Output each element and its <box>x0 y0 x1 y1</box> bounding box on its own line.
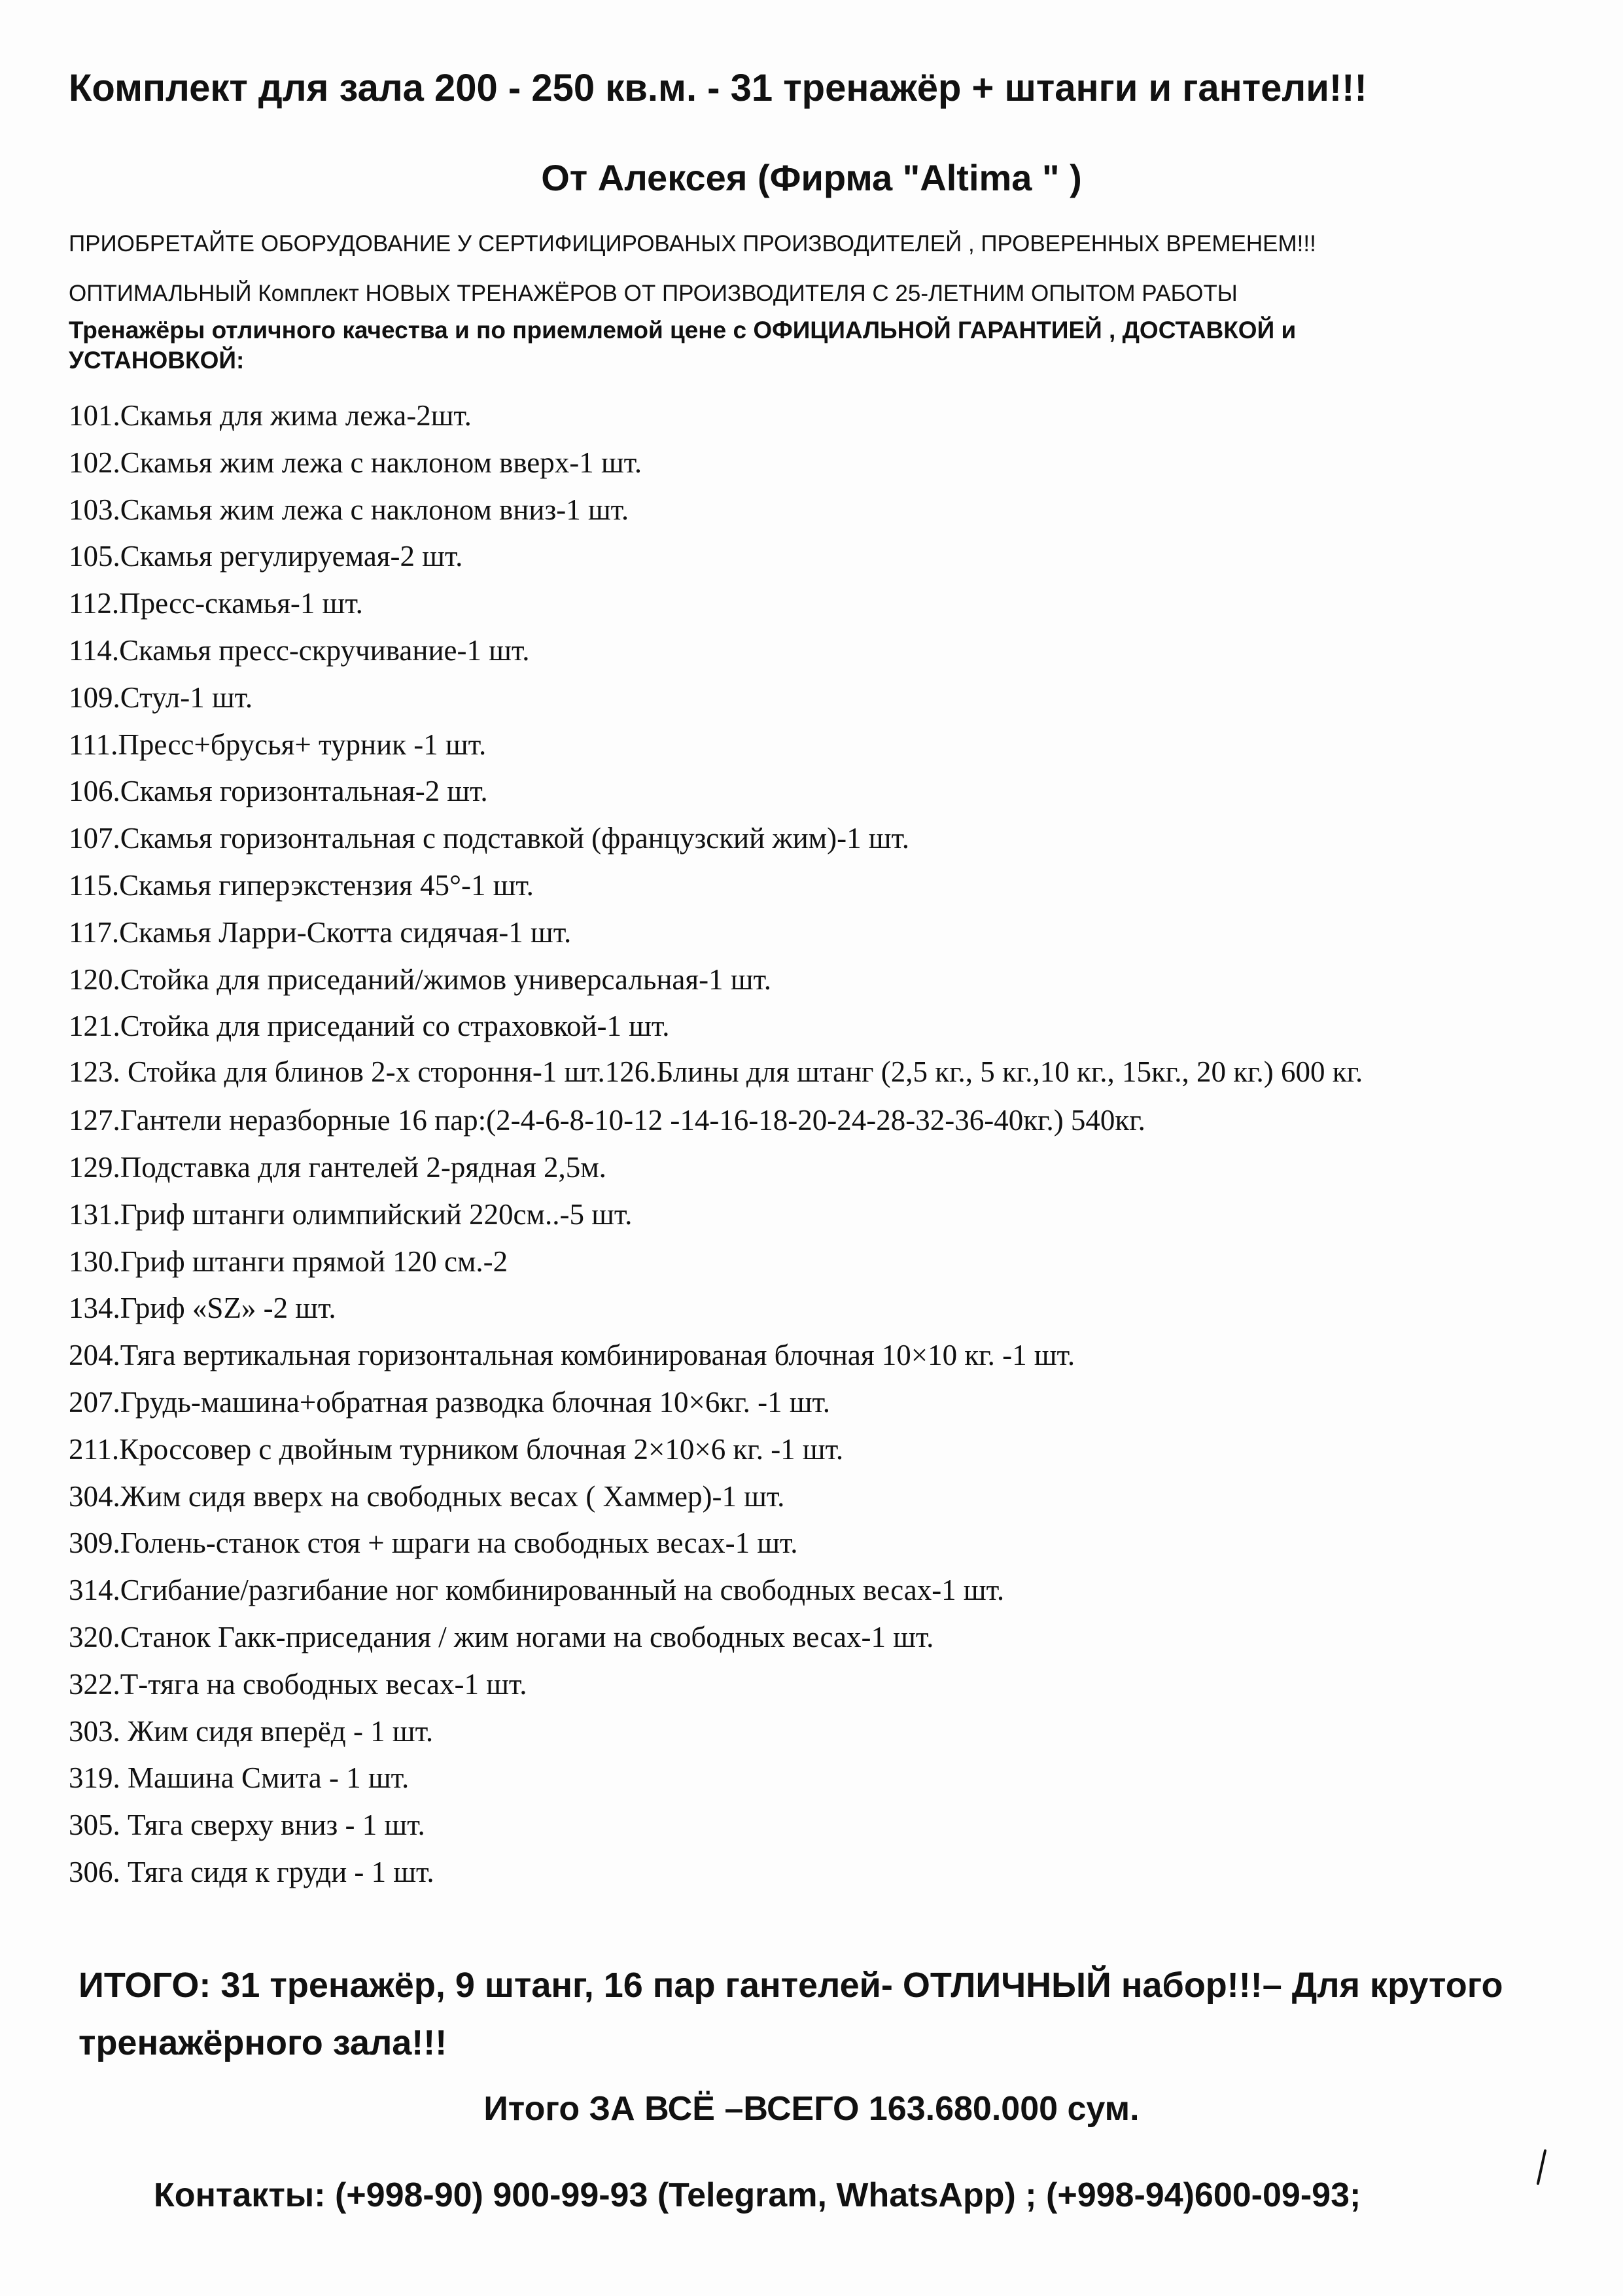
list-item: 107.Скамья горизонтальная с подставкой (французский жим)-1 шт. <box>69 822 910 855</box>
list-item: 112.Пресс-скамья-1 шт. <box>69 587 363 620</box>
list-item: 114.Скамья пресс-скручивание-1 шт. <box>69 633 530 667</box>
list-item: 130.Гриф штанги прямой 120 см.-2 <box>69 1245 508 1278</box>
list-item: 207.Грудь-машина+обратная разводка блочная 10×6кг. -1 шт. <box>69 1385 831 1419</box>
list-item: 101.Скамья для жима лежа-2шт. <box>69 399 472 432</box>
list-item: 121.Стойка для приседаний со страховкой-1 шт. <box>69 1010 670 1043</box>
list-item: 117.Скамья Ларри-Скотта сидячая-1 шт. <box>69 915 572 949</box>
list-item: 127.Гантели неразборные 16 пар:(2-4-6-8-10-12 -14-16-18-20-24-28-32-36-40кг.) 540кг. <box>69 1104 1145 1137</box>
list-item: 103.Скамья жим лежа с наклоном вниз-1 шт. <box>69 493 629 526</box>
list-item: 111.Пресс+брусья+ турник -1 шт. <box>69 728 487 761</box>
list-item: 322.Т-тяга на свободных весах-1 шт. <box>69 1667 527 1701</box>
list-item: 105.Скамья регулируемая-2 шт. <box>69 540 463 573</box>
intro-text: Тренажёры отличного качества и по приемлемой цене с ОФИЦИАЛЬНОЙ ГАРАНТИЕЙ , ДОСТАВКОЙ и УСТАНОВКОЙ: <box>69 317 1297 374</box>
notice-line: ПРИОБРЕТАЙТЕ ОБОРУДОВАНИЕ У СЕРТИФИЦИРОВАНЫХ ПРОИЗВОДИТЕЛЕЙ , ПРОВЕРЕННЫХ ВРЕМЕНЕМ!!! <box>69 231 1316 256</box>
list-item: 211.Кроссовер с двойным турником блочная 2×10×6 кг. -1 шт. <box>69 1432 844 1466</box>
list-item: 303. Жим сидя вперёд - 1 шт. <box>69 1714 434 1748</box>
pen-mark-icon <box>1535 2148 1548 2187</box>
list-item: 319. Машина Смита - 1 шт. <box>69 1761 410 1795</box>
list-item: 305. Тяга сверху вниз - 1 шт. <box>69 1809 425 1842</box>
list-item: 320.Станок Гакк-приседания / жим ногами на свободных весах-1 шт. <box>69 1620 934 1653</box>
list-item: 106.Скамья горизонтальная-2 шт. <box>69 775 488 808</box>
list-item: 102.Скамья жим лежа с наклоном вверх-1 шт. <box>69 446 642 479</box>
equipment-list <box>69 393 1560 1896</box>
list-item: 134.Гриф «SZ» -2 шт. <box>69 1292 336 1325</box>
page-subtitle: От Алексея (Фирма "Altima " ) <box>541 157 1082 198</box>
contacts-line: Контакты: (+998-90) 900-99-93 (Telegram, WhatsApp) ; (+998-94)600-09-93; <box>154 2176 1361 2214</box>
page-title: Комплект для зала 200 - 250 кв.м. - 31 тренажёр + штанги и гантели!!! <box>69 67 1367 109</box>
list-item: 306. Тяга сидя к груди - 1 шт. <box>69 1855 434 1888</box>
notice-line: ОПТИМАЛЬНЫЙ Комплект НОВЫХ ТРЕНАЖЁРОВ ОТ ПРОИЗВОДИТЕЛЯ С 25-ЛЕТНИМ ОПЫТОМ РАБОТЫ <box>69 281 1238 306</box>
list-item: 131.Гриф штанги олимпийский 220см..-5 шт. <box>69 1197 633 1231</box>
list-item: 309.Голень-станок стоя + шраги на свободных весах-1 шт. <box>69 1527 798 1560</box>
list-item: 304.Жим сидя вверх на свободных весах ( Хаммер)-1 шт. <box>69 1479 785 1513</box>
list-item: 314.Сгибание/разгибание ног комбинированный на свободных весах-1 шт. <box>69 1574 1005 1607</box>
list-item: 109.Стул-1 шт. <box>69 680 253 714</box>
list-item: 123. Стойка для блинов 2-х стороння-1 шт.126.Блины для штанг (2,5 кг., 5 кг.,10 кг., 15кг., 20 кг.) 600 кг. <box>69 1055 1363 1089</box>
list-item: 120.Стойка для приседаний/жимов универсальная-1 шт. <box>69 963 772 996</box>
list-item: 129.Подставка для гантелей 2-рядная 2,5м. <box>69 1150 606 1184</box>
list-item: 115.Скамья гиперэкстензия 45°-1 шт. <box>69 868 534 902</box>
total-price: Итого ЗА ВСЁ –ВСЕГО 163.680.000 сум. <box>483 2090 1140 2128</box>
list-item: 204.Тяга вертикальная горизонтальная комбинированая блочная 10×10 кг. -1 шт. <box>69 1339 1075 1372</box>
total-summary: ИТОГО: 31 тренажёр, 9 штанг, 16 пар гантелей- ОТЛИЧНЫЙ набор!!!– Для крутого тренажёрного зала!!! <box>79 1966 1503 2062</box>
